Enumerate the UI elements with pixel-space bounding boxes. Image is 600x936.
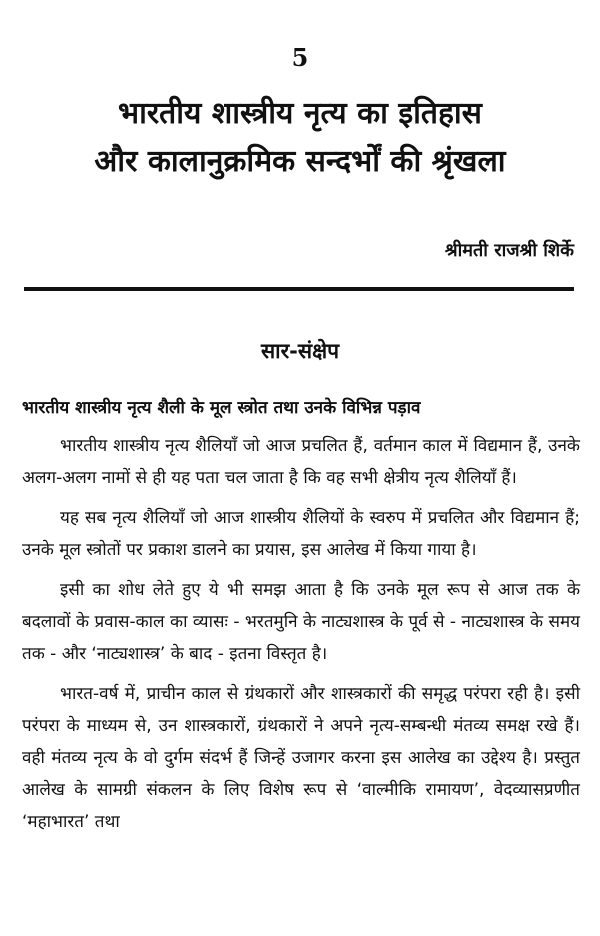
abstract-subheading: भारतीय शास्त्रीय नृत्य शैली के मूल स्त्रोत तथा उनके विभिन्न पड़ाव <box>22 398 421 418</box>
body-paragraph: इसी का शोध लेते हुए ये भी समझ आता है कि उनके मूल रूप से आज तक के बदलावों के प्रवास-काल का व्यासः - भरतमुनि के नाट्यशास्त्र के पूर्व से - नाट्यशास्त्र के समय तक - और ‘नाट्यशास्त्र’ के बाद - इतना विस्तृत है। <box>22 580 580 664</box>
chapter-number: 5 <box>291 43 309 72</box>
body-paragraph: यह सब नृत्य शैलियाँ जो आज शास्त्रीय शैलियों के स्वरुप में प्रचलित और विद्यमान हैं; उनके मूल स्त्रोतों पर प्रकाश डालने का प्रयास, इस आलेख में किया गाया है। <box>22 508 580 560</box>
abstract-heading: सार-संक्षेप <box>260 339 340 363</box>
chapter-title-line-1: भारतीय शास्त्रीय नृत्य का इतिहास <box>118 96 482 131</box>
abstract-body <box>22 430 580 846</box>
chapter-title-line-2: और कालानुक्रमिक सन्दर्भों की श्रृंखला <box>94 144 506 179</box>
author-name: श्रीमती राजश्री शिर्के <box>444 240 574 261</box>
chapter-title <box>0 90 600 186</box>
body-paragraph: भारतीय शास्त्रीय नृत्य शैलियाँ जो आज प्रचलित हैं, वर्तमान काल में विद्यमान हैं, उनके अलग-अलग नामों से ही यह पता चल जाता है कि वह सभी क्षेत्रीय नृत्य शैलियाँ हैं। <box>22 436 580 488</box>
body-paragraph: भारत-वर्ष में, प्राचीन काल से ग्रंथकारों और शास्त्रकारों की समृद्ध परंपरा रही है। इसी परंपरा के माध्यम से, उन शास्त्रकारों, ग्रंथकारों ने अपने नृत्य-सम्बन्धी मंतव्य समक्ष रखे हैं।वही मंतव्य नृत्य के वो दुर्गम संदर्भ हैं जिन्हें उजागर करना इस आलेख का उद्देश्य है। प्रस्तुत आलेख के सामग्री संकलन के लिए विशेष रूप से ‘वाल्मीकि रामायण’, वेदव्यासप्रणीत ‘महाभारत’ तथा <box>22 684 580 832</box>
title-divider <box>24 287 574 291</box>
